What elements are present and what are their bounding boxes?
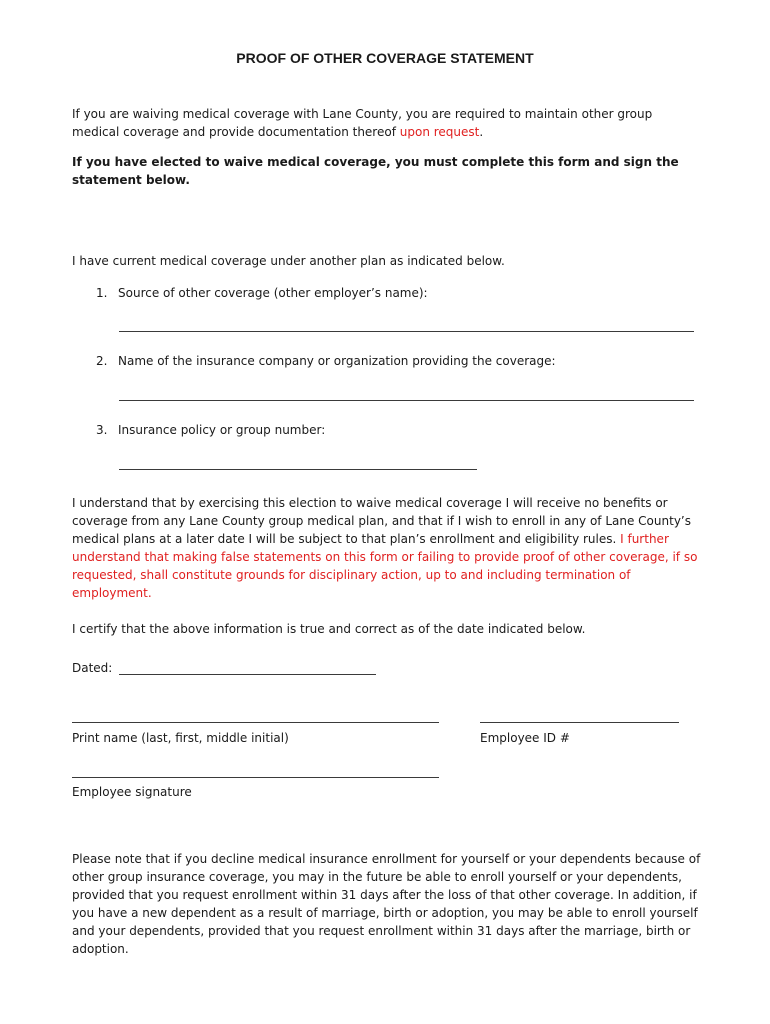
print-name-field[interactable] [72, 722, 439, 723]
note-paragraph: Please note that if you decline medical insurance enrollment for yourself or your dependents because of other group insurance coverage, you may in the future be able to enroll yourself or your dependents, provided that you request enrollment within 31 days after the loss of that other coverage. In addition, if you have a new dependent as a result of marriage, birth or adoption, you may be able to enroll yourself and your dependents, provided that you request enrollment within 31 days after the marriage, birth or adoption. [72, 852, 701, 956]
source-of-coverage-field[interactable] [119, 331, 694, 332]
item-label: Source of other coverage (other employer’s name): [118, 286, 428, 300]
current-coverage-text: I have current medical coverage under another plan as indicated below. [72, 254, 505, 268]
item-number: 2. [96, 354, 108, 368]
understand-paragraph [72, 494, 702, 602]
item-label: Name of the insurance company or organization providing the coverage: [118, 354, 556, 368]
intro-end: . [479, 125, 484, 139]
dated-field[interactable] [119, 674, 376, 675]
instruction-paragraph: If you have elected to waive medical coverage, you must complete this form and sign the statement below. [72, 155, 679, 187]
print-name-label: Print name (last, first, middle initial) [72, 731, 289, 745]
page-title: PROOF OF OTHER COVERAGE STATEMENT [236, 50, 534, 66]
item-policy-number [96, 421, 325, 439]
intro-red-text: upon request [399, 125, 480, 139]
item-number: 3. [96, 423, 108, 437]
insurance-company-field[interactable] [119, 400, 694, 401]
certify-text: I certify that the above information is true and correct as of the date indicated below. [72, 622, 586, 636]
item-insurance-company [96, 352, 556, 370]
dated-label: Dated: [72, 661, 113, 675]
item-number: 1. [96, 286, 108, 300]
employee-id-field[interactable] [480, 722, 679, 723]
intro-paragraph [72, 105, 702, 141]
understand-red-text: I further understand that making false statements on this form or failing to provide proof of other coverage, if so requested, shall constitute grounds for disciplinary action, up to and including termination of employment. [72, 532, 698, 600]
policy-number-field[interactable] [119, 469, 477, 470]
employee-id-label: Employee ID # [480, 731, 570, 745]
item-label: Insurance policy or group number: [118, 423, 326, 437]
intro-text: If you are waiving medical coverage with Lane County, you are required to maintain other group medical coverage and provide documentation thereof [72, 107, 653, 139]
employee-signature-label: Employee signature [72, 785, 192, 799]
understand-text: I understand that by exercising this election to waive medical coverage I will receive no benefits or coverage from any Lane County group medical plan, and that if I wish to enroll in any of Lane County’s medical plans at a later date I will be subject to that plan’s enrollment and eligibility rules. [72, 496, 691, 546]
employee-signature-field[interactable] [72, 777, 439, 778]
item-source-of-coverage [96, 284, 428, 302]
